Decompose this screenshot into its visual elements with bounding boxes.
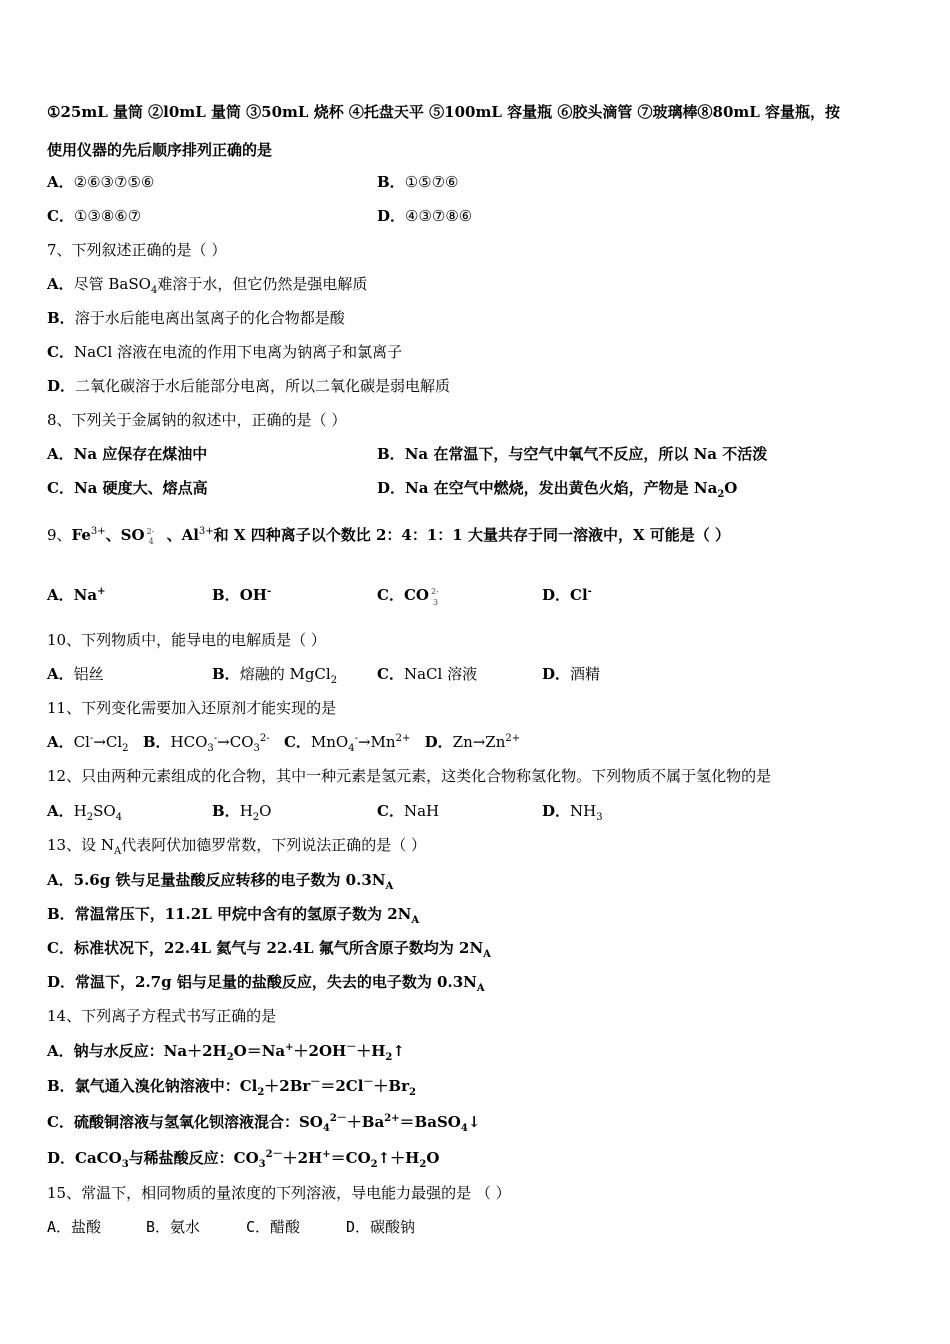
q8-option-a: A．Na 应保存在煤油中 (47, 445, 208, 463)
q15-option-b: B．氨水 (146, 1218, 201, 1236)
q7-stem: 7、下列叙述正确的是（ ） (47, 241, 227, 259)
q11-option-a-label: A． (47, 733, 74, 751)
q7-option-a: A．尽管 BaSO$_4$难溶于水，但它仍然是强电解质 (47, 275, 368, 296)
q12-option-c: C．NaH (377, 802, 440, 820)
q7-option-d: D．二氧化碳溶于水后能部分电离，所以二氧化碳是弱电解质 (47, 377, 451, 395)
q10-option-c: C．NaCl 溶液 (377, 665, 478, 683)
q14-option-d: D．CaCO$_3$与稀盐酸反应：$CO_3^{2-}+2H^+=CO_2↑+H_2O$ (47, 1149, 440, 1170)
q6-option-a: A．②⑥③⑦⑤⑥ (47, 173, 155, 191)
q6-line1: ①25mL 量筒 ②l0mL 量筒 ③50mL 烧杯 ④托盘天平 ⑤100mL 容量瓶 ⑥胶头滴管 ⑦玻璃棒⑧80mL 容量瓶，按 (47, 103, 841, 121)
q8-option-c: C．Na 硬度大、熔点高 (47, 479, 208, 497)
q9-option-a: A．Na+ (47, 586, 106, 604)
q8-option-d: D．Na 在空气中燃烧，发出黄色火焰，产物是 $Na_2O$ (377, 479, 738, 500)
q13-option-b: B．常温常压下，11.2L 甲烷中含有的氢原子数为 $2N_A$ (47, 905, 420, 926)
q9-stem: 9、$Fe^{3+}$、SO 2- 4 、$Al^{3+}$和 X 四种离子以个数比 2：4：1：1 大量共存于同一溶液中，X 可能是（ ） (47, 526, 731, 546)
q9-option-d: D．Cl- (542, 586, 592, 604)
q6-option-c: C．①③⑧⑥⑦ (47, 207, 142, 225)
q12-option-d: D．$NH_3$ (542, 802, 603, 823)
q6-option-d: D．④③⑦⑧⑥ (377, 207, 473, 225)
q8-stem: 8、下列关于金属钠的叙述中，正确的是（ ） (47, 411, 347, 429)
q11-option-b-label: B． (142, 733, 171, 751)
q9-option-b: B．OH- (212, 586, 272, 604)
q12-option-a: A．$H_2SO_4$ (47, 802, 123, 823)
q15-option-c: C．醋酸 (246, 1218, 301, 1236)
q6-option-b: B．①⑤⑦⑥ (377, 173, 459, 191)
q15-option-a: A．盐酸 (47, 1218, 102, 1236)
q13-option-a: A．5.6g 铁与足量盐酸反应转移的电子数为 $0.3N_A$ (47, 871, 394, 892)
q15-option-d: D．碳酸钠 (346, 1218, 416, 1236)
q10-option-d: D．酒精 (542, 665, 601, 683)
q7-option-c: C．NaCl 溶液在电流的作用下电离为钠离子和氯离子 (47, 343, 403, 361)
q15-stem: 15、常温下，相同物质的量浓度的下列溶液，导电能力最强的是 （ ） (47, 1184, 511, 1202)
q14-stem: 14、下列离子方程式书写正确的是 (47, 1007, 277, 1025)
q13-option-c: C．标准状况下，22.4L 氦气与 22.4L 氟气所含原子数均为 $2N_A$ (47, 939, 491, 960)
q8-option-b: B．Na 在常温下，与空气中氧气不反应，所以 Na 不活泼 (377, 445, 768, 463)
q10-stem: 10、下列物质中，能导电的电解质是（ ） (47, 631, 326, 649)
q11-options: A．$Cl^-\to Cl_2$ B．$HCO_3^-\to CO_3^{2-}$ C．$MnO_4^-\to Mn^{2+}$ D．$Zn\to Zn^{2+}$ (47, 733, 521, 754)
q14-option-a: A．钠与水反应：$Na+2H_2O=Na^++2OH^-+H_2↑$ (47, 1042, 405, 1063)
q12-option-b: B．$H_2O$ (212, 802, 272, 823)
q10-option-b: B．熔融的 MgCl$_2$ (212, 665, 338, 686)
q14-option-b: B．氯气通入溴化钠溶液中：$Cl_2+2Br^-=2Cl^-+Br_2$ (47, 1077, 416, 1098)
q11-stem: 11、下列变化需要加入还原剂才能实现的是 (47, 699, 337, 717)
q10-option-a: A．铝丝 (47, 665, 104, 683)
q11-option-d-label: D． (424, 733, 453, 751)
q6-line2: 使用仪器的先后顺序排列正确的是 (47, 141, 273, 159)
q13-option-d: D．常温下，2.7g 铝与足量的盐酸反应，失去的电子数为 $0.3N_A$ (47, 973, 485, 994)
q12-stem: 12、只由两种元素组成的化合物，其中一种元素是氢元素，这类化合物称氢化物。下列物质不属于氢化物的是 (47, 767, 772, 785)
q9-option-c: C．CO 2- 3 (377, 586, 439, 607)
q14-option-c: C．硫酸铜溶液与氢氧化钡溶液混合：$SO_4^{2-}+Ba^{2+}=BaSO_4↓$ (47, 1113, 481, 1134)
q7-option-b: B．溶于水后能电离出氢离子的化合物都是酸 (47, 309, 345, 327)
q13-stem: 13、设 $N_A$代表阿伏加德罗常数，下列说法正确的是（ ） (47, 836, 426, 857)
q11-option-c-label: C． (283, 733, 311, 751)
